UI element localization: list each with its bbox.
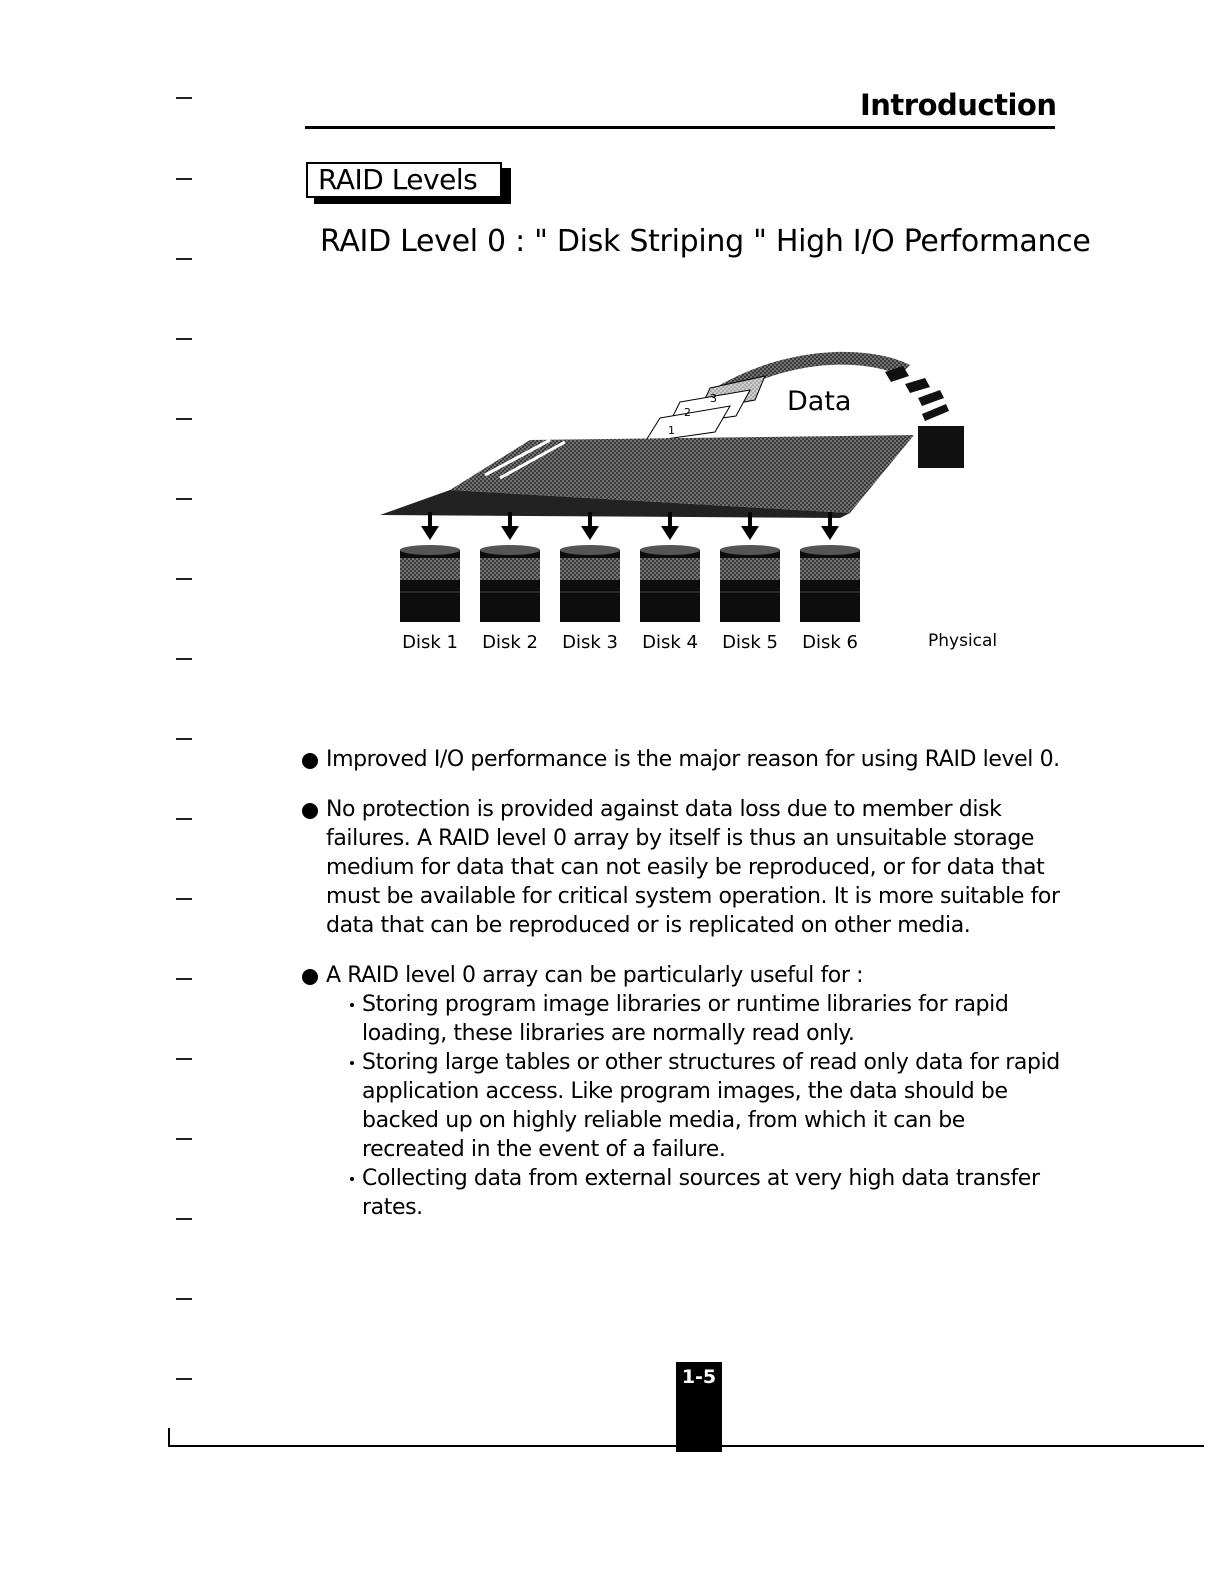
sub-bullet-item <box>326 1048 1070 1164</box>
sub-bullet-dot-icon <box>350 1061 354 1065</box>
bullet-item <box>300 795 1070 940</box>
disk-label: Disk 3 <box>562 632 618 653</box>
disk-label: Disk 5 <box>722 632 778 653</box>
margin-tick <box>176 97 192 99</box>
disk-icon <box>640 545 700 622</box>
sub-bullet-dot-icon <box>350 1177 354 1181</box>
margin-tick <box>176 1218 192 1220</box>
sub-bullet-text: Collecting data from external sources at very high data transfer rates. <box>362 1166 1040 1220</box>
disk-label: Disk 2 <box>482 632 538 653</box>
page-subtitle: RAID Level 0 : " Disk Striping " High I/O Performance <box>320 224 1091 259</box>
margin-tick <box>176 258 192 260</box>
disk-label: Disk 4 <box>642 632 698 653</box>
margin-tick <box>176 1058 192 1060</box>
header-title: Introduction <box>860 88 1057 122</box>
margin-tick <box>176 418 192 420</box>
margin-tick <box>176 978 192 980</box>
margin-tick <box>176 738 192 740</box>
page-number: 1-5 <box>681 1366 717 1388</box>
bullet-item <box>300 961 1070 1222</box>
chunk-label: 1 <box>668 424 675 437</box>
section-box-shadow <box>502 168 511 204</box>
bullet-text: A RAID level 0 array can be particularly useful for : <box>326 963 864 988</box>
array-management-slab <box>380 435 914 518</box>
disk-icon <box>720 545 780 622</box>
margin-tick <box>176 1138 192 1140</box>
bullet-text: Improved I/O performance is the major reason for using RAID level 0. <box>326 747 1060 772</box>
disk-group <box>400 512 860 653</box>
margin-tick <box>176 1298 192 1300</box>
disk-label: Disk 1 <box>402 632 458 653</box>
sub-bullet-item <box>326 990 1070 1048</box>
sub-bullet-dot-icon <box>350 1003 354 1007</box>
margin-tick <box>176 338 192 340</box>
bullet-list <box>300 745 1070 1243</box>
margin-tick <box>176 1378 192 1380</box>
footer-mark <box>168 1428 170 1446</box>
raid0-diagram <box>370 340 1050 670</box>
bullet-dot-icon <box>302 969 318 985</box>
sub-bullet-item <box>326 1164 1070 1222</box>
sub-bullet-text: Storing large tables or other structures of read only data for rapid application access. Like program images, the data should be backed up on highly reliable media, from which it can be recreated in the event of a failure. <box>362 1050 1060 1162</box>
disk-icon <box>480 545 540 622</box>
chunk-label: 3 <box>710 392 717 405</box>
host-block <box>918 426 964 468</box>
disk-icon <box>560 545 620 622</box>
bullet-item <box>300 745 1070 774</box>
disk-icon <box>800 545 860 622</box>
data-label: Data <box>787 386 852 417</box>
footer-rule <box>168 1445 1204 1447</box>
bullet-dot-icon <box>302 803 318 819</box>
down-arrow-icon <box>501 512 519 540</box>
physical-label: Physical <box>928 631 998 651</box>
disk-icon <box>400 545 460 622</box>
margin-tick <box>176 178 192 180</box>
section-label: RAID Levels <box>318 163 478 196</box>
margin-tick <box>176 498 192 500</box>
sub-bullet-text: Storing program image libraries or runtime libraries for rapid loading, these libraries are normally read only. <box>362 992 1009 1046</box>
header-rule <box>305 126 1055 129</box>
data-chunks <box>645 376 765 442</box>
margin-tick <box>176 658 192 660</box>
down-arrow-icon <box>421 512 439 540</box>
chunk-label: 2 <box>684 406 691 419</box>
margin-tick <box>176 578 192 580</box>
bullet-dot-icon <box>302 753 318 769</box>
bullet-text: No protection is provided against data loss due to member disk failures. A RAID level 0 array by itself is thus an unsuitable storage medium for data that can not easily be reproduced, or for data that must be available for critical system operation. It is more suitable for data that can be reproduced or is replicated on other media. <box>326 797 1060 938</box>
margin-tick <box>176 818 192 820</box>
margin-tick <box>176 898 192 900</box>
disk-label: Disk 6 <box>802 632 858 653</box>
